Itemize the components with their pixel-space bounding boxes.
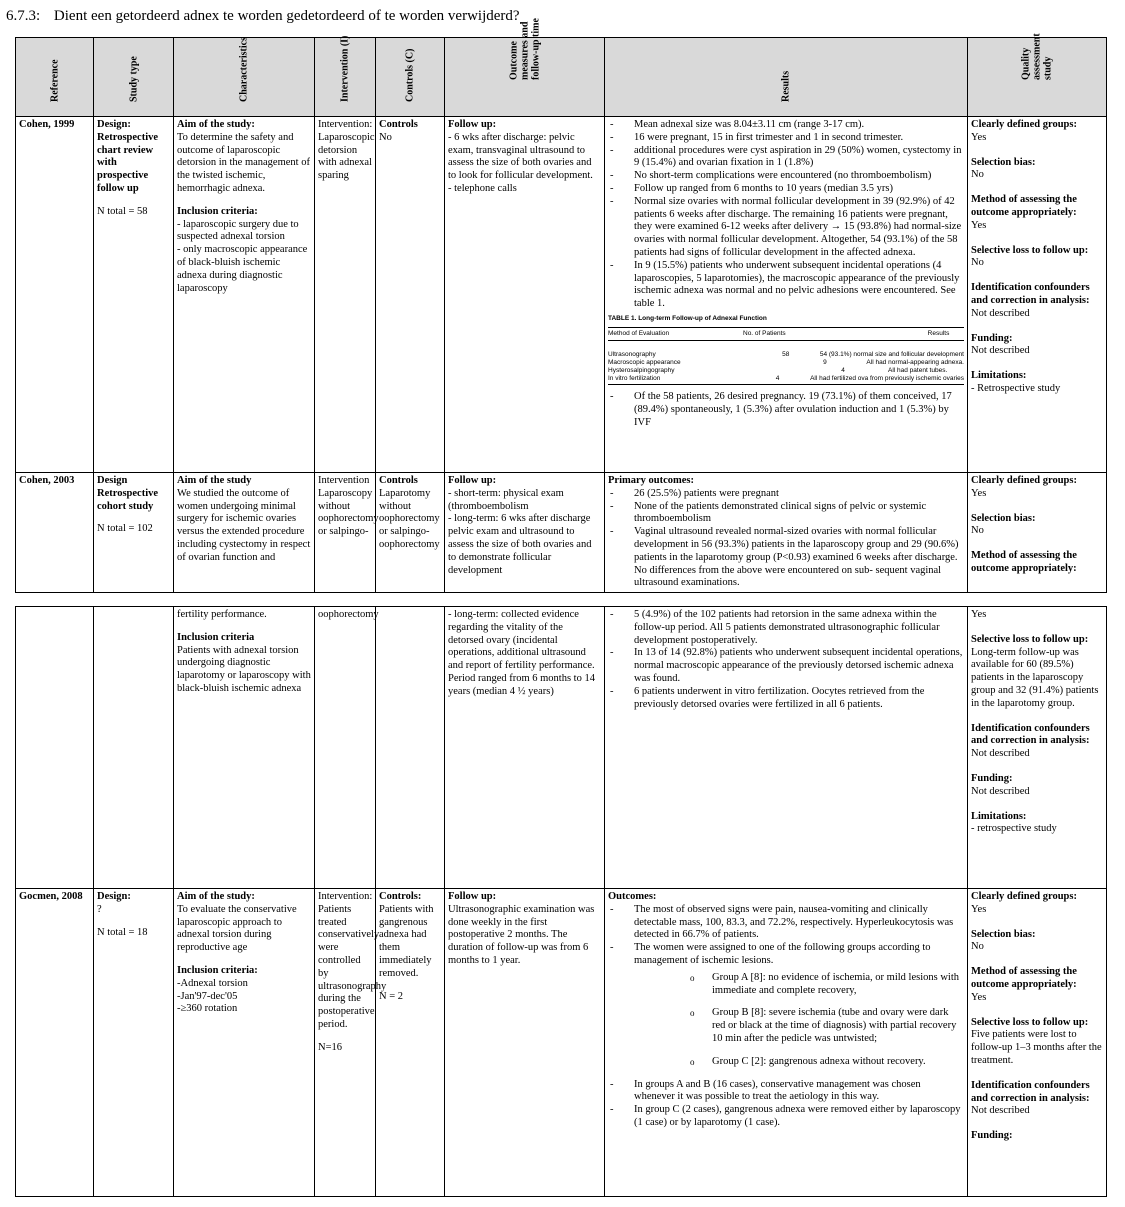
list-item: - In 13 of 14 (92.8%) patients who underwent subsequent incidental operations, normal macroscopic appearance of the previously detorsed ischemic adnexa was found. [608, 647, 964, 685]
characteristics-cell: Aim of the study: To determine the safety and outcome of laparoscopic detorsion in the management of the twisted ischemic, hemorrhagic adnexa. Inclusion criteria: - laparoscopic surgery due to suspected adnexal torsion - only macroscopic appearance of black-bluish ischemic adnexa during diagnostic laparoscopy [174, 117, 315, 473]
header-controls: Controls (C) [376, 38, 445, 117]
characteristics-cell: Aim of the study We studied the outcome of women undergoing minimal surgery for ischemic ovaries versus the extended procedure including cystectomy in respect of ovarian function and [174, 473, 315, 593]
controls-cell: Controls No [376, 117, 445, 473]
evidence-table-part2 [15, 606, 1107, 1197]
quality-cell: Yes Selective loss to follow up: Long-term follow-up was available for 60 (89.5%) patients in the laparoscopy group and 32 (91.4%) patients in the laparotomy group. Identification confounders and correction in analysis: Not described Funding: Not described Limitations: - retrospective study [968, 607, 1107, 889]
intervention-cell: Intervention: Laparoscopic detorsion with adnexal sparing [315, 117, 376, 473]
outcome-cell: Follow up: Ultrasonographic examination was done weekly in the first postoperative 2 months. The duration of follow-up was from 6 months to 1 year. [445, 889, 605, 1197]
list-item: - The most of observed signs were pain, nausea-vomiting and clinically detectable mass, 100, 83.3, and 72.2%, respectively. Hyperleukocytosis was detected in 66.7% of patients. [608, 904, 964, 942]
list-item: - Vaginal ultrasound revealed normal-sized ovaries with normal follicular development in 56 (93.3%) patients in the laparoscopy group and 29 (90.6%) patients in the laparotomy group (P<0.93) examined 6 weeks after discharge. No differences from the above were encountered on sub- sequent vaginal ultrasound examinations. [608, 526, 964, 590]
quality-cell: Clearly defined groups: Yes Selection bias: No Method of assessing the outcome appropriately: Yes Selective loss to follow up: Five patients were lost to follow-up 1–3 months after the treatment. Identification confounders and correction in analysis: Not described Funding: [968, 889, 1107, 1197]
intervention-cell: oophorectomy [315, 607, 376, 889]
outcome-cell: - long-term: collected evidence regarding the vitality of the detorsed ovary (incidental operations, additional ultrasound and report of fertility performance. Period ranged from 6 months to 14 years (median 4 ½ years) [445, 607, 605, 889]
list-item: o Group B [8]: severe ischemia (tube and ovary were dark red or black at the time of diagnosis) with partial recovery 10 min after the pedicle was untwisted; [608, 1007, 964, 1045]
header-row [16, 38, 1107, 117]
section-title: Dient een getordeerd adnex te worden gedetordeerd of te worden verwijderd? [53, 8, 520, 24]
list-item: - None of the patients demonstrated clinical signs of pelvic or systemic thromboembolism [608, 501, 964, 527]
table-row [16, 473, 1107, 593]
evidence-table-part1 [15, 18, 1107, 593]
list-item: o Group C [2]: gangrenous adnexa without recovery. [608, 1056, 964, 1069]
header-intervention: Intervention (I) [315, 38, 376, 117]
header-study-type: Study type [94, 38, 174, 117]
intervention-cell: Intervention Laparoscopy without oophorectomy or salpingo- [315, 473, 376, 593]
list-item: - In 9 (15.5%) patients who underwent subsequent incidental operations (4 laparoscopies, 5 laparotomies), the macroscopic appearance of the previously ischemic adnexa was normal and no pelvic adhesions were encountered. See table 1. [608, 260, 964, 311]
quality-cell: Clearly defined groups: Yes Selection bias: No Method of assessing the outcome appropriately: [968, 473, 1107, 593]
characteristics-cell: Aim of the study: To evaluate the conservative laparoscopic approach to adnexal torsion during reproductive age Inclusion criteria: -Adnexal torsion -Jan'97-dec'05 -≥360 rotation [174, 889, 315, 1197]
outcome-cell: Follow up: - 6 wks after discharge: pelvic exam, transvaginal ultrasound to assess the size of both ovaries and to look for follicular development. - telephone calls [445, 117, 605, 473]
list-item: - Follow up ranged from 6 months to 10 years (median 3.5 yrs) [608, 183, 964, 196]
characteristics-cell: fertility performance. Inclusion criteria Patients with adnexal torsion undergoing diagnostic laparotomy or laparoscopy with black-bluish ischemic adnexa [174, 607, 315, 889]
list-item: - In group C (2 cases), gangrenous adnexa were removed either by laparoscopy (1 case) or by laparotomy (1 case). [608, 1104, 964, 1130]
table-row [16, 117, 1107, 473]
table-row [16, 889, 1107, 1197]
list-item: - Normal size ovaries with normal follicular development in 39 (92.9%) of 42 patients 6 weeks after discharge. The remaining 16 patients were pregnant, they were examined 6-12 weeks after delivery → 15 (93.8%) had normal-size ovaries with normal follicular development. Altogether, 54 (93.1%) of the 58 patients had signs of follicular development in the affected adnexa. [608, 196, 964, 260]
list-item: - The women were assigned to one of the following groups according to management of ischemic lesions. [608, 942, 964, 968]
reference-cell [16, 607, 94, 889]
list-item: - 16 were pregnant, 15 in first trimester and 1 in second trimester. [608, 132, 964, 145]
results-cell: Primary outcomes: - 26 (25.5%) patients were pregnant - None of the patients demonstrated clinical signs of pelvic or systemic thromboembolism - Vaginal ultrasound revealed normal-sized ovaries with normal follicular development in 56 (93.3%) patients in the laparoscopy group and 29 (90.6%) patients in the laparotomy group (P<0.93) examined 6 weeks after discharge. No differences from the above were encountered on sub- sequent vaginal ultrasound examinations. [605, 473, 968, 593]
controls-cell: Controls Laparotomy without oophorectomy or salpingo-oophorectomy [376, 473, 445, 593]
reference-cell: Cohen, 2003 [16, 473, 94, 593]
header-results: Results [605, 38, 968, 117]
list-item: - additional procedures were cyst aspiration in 29 (50%) women, cystectomy in 9 (15.4%) and ovarian fixation in 1 (1.8%) [608, 145, 964, 171]
list-item: - 6 patients underwent in vitro fertilization. Oocytes retrieved from the previously detorsed ovaries were fertilized in all 6 patients. [608, 686, 964, 712]
study-type-cell: Design: ? N total = 18 [94, 889, 174, 1197]
page-title [6, 8, 520, 25]
table-row [16, 607, 1107, 889]
list-item: o Group A [8]: no evidence of ischemia, or mild lesions with immediate and complete recovery, [608, 972, 964, 998]
group-list [608, 972, 964, 1069]
list-item: - 5 (4.9%) of the 102 patients had retorsion in the same adnexa within the follow-up period. All 5 patients demonstrated ultrasonographic follicular development postoperatively. [608, 609, 964, 647]
section-number: 6.7.3: [6, 8, 41, 24]
reference-cell: Gocmen, 2008 [16, 889, 94, 1197]
list-item: - 26 (25.5%) patients were pregnant [608, 488, 964, 501]
list-item: - In groups A and B (16 cases), conservative management was chosen whenever it was possible to treat the aetiology in this way. [608, 1079, 964, 1105]
study-type-cell [94, 607, 174, 889]
results-cell: Outcomes: - The most of observed signs were pain, nausea-vomiting and clinically detectable mass, 100, 83.3, and 72.2%, respectively. Hyperleukocytosis was detected in 66.7% of patients. - The women were assigned to one of the following groups according to management of ischemic lesions. o Group A [8]: no evidence of ischemia, or mild lesions with immediate and complete recovery, o Group B [8]: severe ischemia (tube and ovary were dark red or black at the time of diagnosis) with partial recovery 10 min after the pedicle was untwisted; o Group C [2]: gangrenous adnexa without recovery. - In groups A and B (16 cases), conservative management was chosen whenever it was possible to treat the aetiology in this way. - In group C (2 cases), gangrenous adnexa were removed either by laparoscopy (1 case) or by laparotomy (1 case). [605, 889, 968, 1197]
controls-cell: Controls: Patients with gangrenous adnexa had them immediately removed. N = 2 [376, 889, 445, 1197]
intervention-cell: Intervention: Patients treated conservatively were controlled by ultrasonography during the postoperative period. N=16 [315, 889, 376, 1197]
study-type-cell: Design: Retrospective chart review with prospective follow up N total = 58 [94, 117, 174, 473]
header-reference: Reference [16, 38, 94, 117]
quality-cell: Clearly defined groups: Yes Selection bias: No Method of assessing the outcome appropriately: Yes Selective loss to follow up: No Identification confounders and correction in analysis: Not described Funding: Not described Limitations: - Retrospective study [968, 117, 1107, 473]
results-list [608, 119, 964, 311]
results-cell [605, 607, 968, 889]
reference-cell: Cohen, 1999 [16, 117, 94, 473]
header-quality: Quality assessment study [968, 38, 1107, 117]
header-outcome: Outcome measures and follow-up time [445, 38, 605, 117]
list-item: - Mean adnexal size was 8.04±3.11 cm (range 3-17 cm). [608, 119, 964, 132]
list-item: - No short-term complications were encountered (no thromboembolism) [608, 170, 964, 183]
header-characteristics: Characteristics [174, 38, 315, 117]
list-item: - Of the 58 patients, 26 desired pregnancy. 19 (73.1%) of them conceived, 17 (89.4%) spontaneously, 1 (5.3%) after ovulation induction and 1 (5.3%) by IVF [608, 391, 964, 429]
embedded-table: TABLE 1. Long-term Follow-up of Adnexal Function Method of Evaluation No. of Patients Results Ultrasonography 58 54 (93.1%) normal size and follicular development Macroscopic appearance 9 All had normal-appearing adnexa. Hysterosalpingography 4 All had patent tubes. In vitro fertilization 4 All had fertilized ova from previously ischemic ovaries [608, 315, 964, 385]
study-type-cell: Design Retrospective cohort study N total = 102 [94, 473, 174, 593]
controls-cell [376, 607, 445, 889]
outcome-cell: Follow up: - short-term: physical exam (thromboembolism - long-term: 6 wks after discharge pelvic exam and ultrasound to assess the size of both ovaries and to demonstrate follicular development [445, 473, 605, 593]
results-cell [605, 117, 968, 473]
